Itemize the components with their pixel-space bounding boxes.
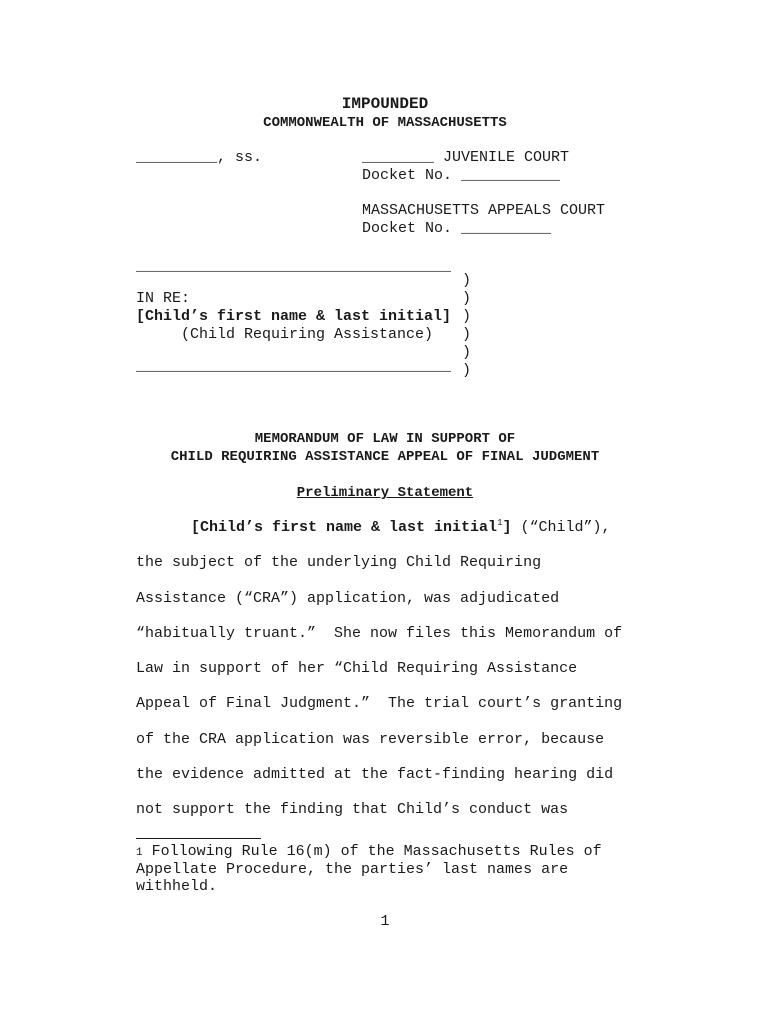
caption-top-rule: ___________________________________ [136, 258, 452, 275]
caption-paren: ) [462, 326, 472, 343]
page-number: 1 [380, 913, 390, 930]
section-heading: Preliminary Statement [296, 485, 474, 501]
body-line: not support the finding that Child’s conduct was [136, 801, 569, 818]
caption-in-re: IN RE: [136, 290, 191, 307]
footnote-line: Appellate Procedure, the parties’ last names are [136, 861, 569, 878]
footnote-separator [136, 838, 261, 839]
body-line: Appeal of Final Judgment.” The trial court’s granting [136, 695, 623, 712]
footnote-line: withheld. [136, 878, 218, 895]
caption-paren: ) [462, 362, 472, 379]
caption-paren: ) [462, 272, 472, 289]
appeals-docket-line: Docket No. __________ [362, 220, 552, 237]
body-first-line-rest: (“Child”), [511, 519, 611, 536]
body-line: the evidence admitted at the fact-finding hearing did [136, 766, 614, 783]
memo-title-line2: CHILD REQUIRING ASSISTANCE APPEAL OF FINAL JUDGMENT [170, 449, 600, 465]
footnote-text: Following Rule 16(m) of the Massachusetts Rules of [142, 843, 602, 860]
caption-paren: ) [462, 290, 472, 307]
body-line: the subject of the underlying Child Requiring [136, 554, 542, 571]
county-line: _________, ss. [136, 149, 263, 166]
caption-child-name: [Child’s first name & last initial] [136, 308, 452, 325]
appeals-court-line: MASSACHUSETTS APPEALS COURT [362, 202, 606, 219]
caption-paren: ) [462, 344, 472, 361]
body-child-name-close: ] [502, 519, 512, 536]
memo-title-line1: MEMORANDUM OF LAW IN SUPPORT OF [254, 431, 516, 447]
body-child-name: [Child’s first name & last initial [191, 519, 498, 536]
caption-bottom-rule: ___________________________________ [136, 358, 452, 375]
caption-paren: ) [462, 308, 472, 325]
caption-child-role: (Child Requiring Assistance) [181, 326, 434, 343]
body-line: of the CRA application was reversible error, because [136, 731, 605, 748]
footnote-line [136, 843, 602, 863]
juvenile-court-line: ________ JUVENILE COURT [362, 149, 570, 166]
body-line: Law in support of her “Child Requiring Assistance [136, 660, 578, 677]
juvenile-docket-line: Docket No. ___________ [362, 167, 561, 184]
commonwealth-heading: COMMONWEALTH OF MASSACHUSETTS [263, 115, 507, 131]
body-line: Assistance (“CRA”) application, was adjudicated [136, 590, 560, 607]
footnote-reference: 1 [497, 518, 503, 528]
body-first-line [191, 519, 611, 537]
footnote-number: 1 [136, 847, 143, 859]
impounded-heading: IMPOUNDED [341, 95, 429, 113]
body-line: “habitually truant.” She now files this Memorandum of [136, 625, 623, 642]
